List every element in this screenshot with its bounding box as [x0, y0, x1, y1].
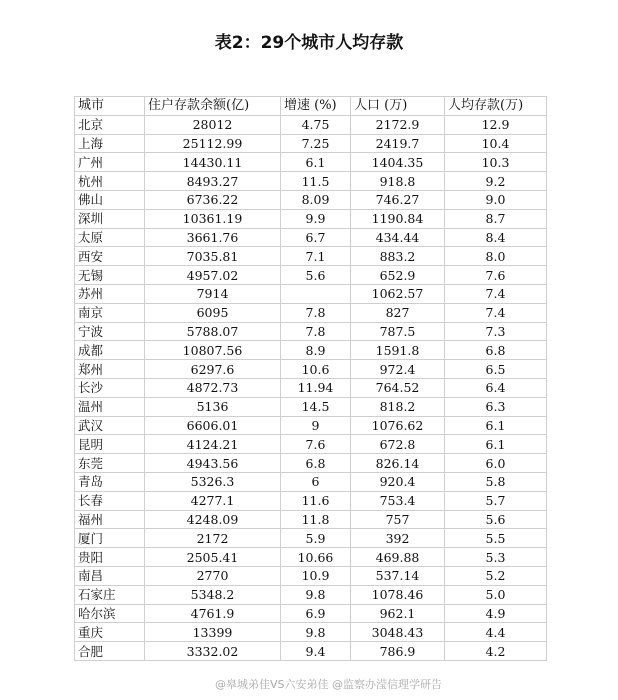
cell-city: 郑州 — [75, 360, 145, 379]
cell-city: 温州 — [75, 397, 145, 416]
cell-per-capita: 6.1 — [445, 416, 547, 435]
cell-deposit: 28012 — [145, 115, 281, 134]
table-row — [75, 153, 547, 172]
cell-growth: 7.25 — [281, 134, 351, 153]
cell-population: 1190.84 — [351, 209, 445, 228]
table-row — [75, 435, 547, 454]
cell-growth: 8.9 — [281, 341, 351, 360]
cell-deposit: 4943.56 — [145, 454, 281, 473]
cell-deposit: 14430.11 — [145, 153, 281, 172]
cell-deposit: 25112.99 — [145, 134, 281, 153]
table-row — [75, 454, 547, 473]
watermark: @皋城弟佳VS六安弟佳 @监察办滢信理学研告 — [215, 678, 443, 691]
cell-per-capita: 5.3 — [445, 548, 547, 567]
cell-population: 1404.35 — [351, 153, 445, 172]
cell-population: 2172.9 — [351, 115, 445, 134]
header-deposit: 住户存款余额(亿) — [145, 97, 281, 116]
cell-deposit: 3332.02 — [145, 642, 281, 661]
cell-per-capita: 10.3 — [445, 153, 547, 172]
cell-population: 1078.46 — [351, 585, 445, 604]
cell-city: 武汉 — [75, 416, 145, 435]
cell-population: 3048.43 — [351, 623, 445, 642]
cell-deposit: 5136 — [145, 397, 281, 416]
table-row — [75, 228, 547, 247]
cell-per-capita: 6.5 — [445, 360, 547, 379]
cell-per-capita: 7.4 — [445, 284, 547, 303]
cell-deposit: 2505.41 — [145, 548, 281, 567]
cell-deposit: 5788.07 — [145, 322, 281, 341]
table-row — [75, 190, 547, 209]
cell-city: 太原 — [75, 228, 145, 247]
table-row — [75, 566, 547, 585]
cell-per-capita: 6.4 — [445, 378, 547, 397]
cell-per-capita: 6.1 — [445, 435, 547, 454]
header-growth: 增速 (%) — [281, 97, 351, 116]
cell-per-capita: 8.4 — [445, 228, 547, 247]
cell-population: 1062.57 — [351, 284, 445, 303]
table-row — [75, 172, 547, 191]
cell-city: 苏州 — [75, 284, 145, 303]
table-row — [75, 134, 547, 153]
table-row — [75, 397, 547, 416]
cell-city: 长沙 — [75, 378, 145, 397]
cell-per-capita: 4.2 — [445, 642, 547, 661]
cell-deposit: 3661.76 — [145, 228, 281, 247]
cell-growth: 5.9 — [281, 529, 351, 548]
cell-growth: 11.6 — [281, 491, 351, 510]
cell-growth: 9.9 — [281, 209, 351, 228]
cell-growth: 11.8 — [281, 510, 351, 529]
cell-deposit: 6606.01 — [145, 416, 281, 435]
table-row — [75, 115, 547, 134]
cell-population: 920.4 — [351, 472, 445, 491]
cell-growth: 11.94 — [281, 378, 351, 397]
header-population: 人口 (万) — [351, 97, 445, 116]
cell-city: 深圳 — [75, 209, 145, 228]
table-row — [75, 266, 547, 285]
cell-city: 成都 — [75, 341, 145, 360]
cell-deposit: 10807.56 — [145, 341, 281, 360]
cell-per-capita: 12.9 — [445, 115, 547, 134]
cell-growth: 10.9 — [281, 566, 351, 585]
cell-per-capita: 10.4 — [445, 134, 547, 153]
cell-deposit: 10361.19 — [145, 209, 281, 228]
cell-population: 753.4 — [351, 491, 445, 510]
cell-deposit: 4761.9 — [145, 604, 281, 623]
cell-per-capita: 6.0 — [445, 454, 547, 473]
cell-population: 883.2 — [351, 247, 445, 266]
table-title: 表2：29个城市人均存款 — [214, 33, 404, 53]
cell-per-capita: 4.9 — [445, 604, 547, 623]
cell-per-capita: 6.3 — [445, 397, 547, 416]
cell-deposit: 4277.1 — [145, 491, 281, 510]
table-row — [75, 642, 547, 661]
cell-population: 1591.8 — [351, 341, 445, 360]
cell-city: 西安 — [75, 247, 145, 266]
cell-growth: 9 — [281, 416, 351, 435]
cell-city: 南京 — [75, 303, 145, 322]
cell-growth: 7.6 — [281, 435, 351, 454]
cell-population: 392 — [351, 529, 445, 548]
cell-deposit: 5348.2 — [145, 585, 281, 604]
cell-city: 广州 — [75, 153, 145, 172]
cell-per-capita: 5.0 — [445, 585, 547, 604]
cell-city: 宁波 — [75, 322, 145, 341]
header-per-capita: 人均存款(万) — [445, 97, 547, 116]
cell-deposit: 4124.21 — [145, 435, 281, 454]
cell-population: 786.9 — [351, 642, 445, 661]
cell-population: 434.44 — [351, 228, 445, 247]
cell-population: 787.5 — [351, 322, 445, 341]
cell-growth: 8.09 — [281, 190, 351, 209]
cell-city: 杭州 — [75, 172, 145, 191]
cell-growth: 6 — [281, 472, 351, 491]
cell-growth: 5.6 — [281, 266, 351, 285]
cell-population: 537.14 — [351, 566, 445, 585]
cell-population: 672.8 — [351, 435, 445, 454]
cell-growth: 10.66 — [281, 548, 351, 567]
cell-per-capita: 7.6 — [445, 266, 547, 285]
cell-per-capita: 5.5 — [445, 529, 547, 548]
cell-growth: 6.1 — [281, 153, 351, 172]
table-row — [75, 585, 547, 604]
table-row — [75, 472, 547, 491]
cell-growth: 7.1 — [281, 247, 351, 266]
cell-deposit: 6297.6 — [145, 360, 281, 379]
cell-population: 918.8 — [351, 172, 445, 191]
cell-growth: 10.6 — [281, 360, 351, 379]
cell-population: 757 — [351, 510, 445, 529]
cell-growth: 6.8 — [281, 454, 351, 473]
table-row — [75, 529, 547, 548]
cell-per-capita: 7.4 — [445, 303, 547, 322]
cell-growth — [281, 284, 351, 303]
cell-deposit: 2172 — [145, 529, 281, 548]
table-row — [75, 510, 547, 529]
cell-per-capita: 5.7 — [445, 491, 547, 510]
table-row — [75, 623, 547, 642]
table-row — [75, 322, 547, 341]
cell-population: 962.1 — [351, 604, 445, 623]
table-row — [75, 209, 547, 228]
table-row — [75, 378, 547, 397]
cell-per-capita: 5.6 — [445, 510, 547, 529]
cell-city: 福州 — [75, 510, 145, 529]
cell-per-capita: 9.2 — [445, 172, 547, 191]
header-city: 城市 — [75, 97, 145, 116]
cell-per-capita: 5.8 — [445, 472, 547, 491]
cell-growth: 9.4 — [281, 642, 351, 661]
cell-city: 北京 — [75, 115, 145, 134]
table-row — [75, 604, 547, 623]
cell-city: 上海 — [75, 134, 145, 153]
cell-growth: 4.75 — [281, 115, 351, 134]
cell-per-capita: 8.0 — [445, 247, 547, 266]
cell-population: 827 — [351, 303, 445, 322]
cell-population: 972.4 — [351, 360, 445, 379]
table-row — [75, 360, 547, 379]
cell-growth: 9.8 — [281, 585, 351, 604]
cell-deposit: 5326.3 — [145, 472, 281, 491]
cell-per-capita: 9.0 — [445, 190, 547, 209]
cell-deposit: 7035.81 — [145, 247, 281, 266]
cell-city: 石家庄 — [75, 585, 145, 604]
cell-population: 469.88 — [351, 548, 445, 567]
table-row — [75, 303, 547, 322]
cell-deposit: 7914 — [145, 284, 281, 303]
cell-deposit: 8493.27 — [145, 172, 281, 191]
cell-growth: 6.7 — [281, 228, 351, 247]
cell-city: 长春 — [75, 491, 145, 510]
cell-growth: 6.9 — [281, 604, 351, 623]
cell-deposit: 13399 — [145, 623, 281, 642]
cell-city: 南昌 — [75, 566, 145, 585]
city-deposit-table — [74, 96, 547, 661]
cell-deposit: 4957.02 — [145, 266, 281, 285]
table-row — [75, 247, 547, 266]
cell-city: 合肥 — [75, 642, 145, 661]
cell-per-capita: 8.7 — [445, 209, 547, 228]
cell-city: 哈尔滨 — [75, 604, 145, 623]
table-row — [75, 341, 547, 360]
cell-growth: 14.5 — [281, 397, 351, 416]
cell-growth: 11.5 — [281, 172, 351, 191]
cell-city: 厦门 — [75, 529, 145, 548]
table-row — [75, 416, 547, 435]
cell-deposit: 6736.22 — [145, 190, 281, 209]
cell-city: 贵阳 — [75, 548, 145, 567]
cell-growth: 9.8 — [281, 623, 351, 642]
cell-growth: 7.8 — [281, 303, 351, 322]
table-row — [75, 491, 547, 510]
cell-population: 2419.7 — [351, 134, 445, 153]
cell-city: 青岛 — [75, 472, 145, 491]
cell-population: 826.14 — [351, 454, 445, 473]
cell-per-capita: 7.3 — [445, 322, 547, 341]
cell-city: 佛山 — [75, 190, 145, 209]
cell-population: 764.52 — [351, 378, 445, 397]
cell-city: 东莞 — [75, 454, 145, 473]
cell-per-capita: 4.4 — [445, 623, 547, 642]
cell-growth: 7.8 — [281, 322, 351, 341]
cell-population: 1076.62 — [351, 416, 445, 435]
cell-population: 746.27 — [351, 190, 445, 209]
cell-city: 昆明 — [75, 435, 145, 454]
cell-per-capita: 5.2 — [445, 566, 547, 585]
cell-city: 无锡 — [75, 266, 145, 285]
cell-deposit: 6095 — [145, 303, 281, 322]
cell-population: 652.9 — [351, 266, 445, 285]
table-row — [75, 548, 547, 567]
cell-population: 818.2 — [351, 397, 445, 416]
cell-city: 重庆 — [75, 623, 145, 642]
table-row — [75, 284, 547, 303]
header-row — [75, 97, 547, 116]
cell-deposit: 2770 — [145, 566, 281, 585]
cell-per-capita: 6.8 — [445, 341, 547, 360]
cell-deposit: 4872.73 — [145, 378, 281, 397]
cell-deposit: 4248.09 — [145, 510, 281, 529]
